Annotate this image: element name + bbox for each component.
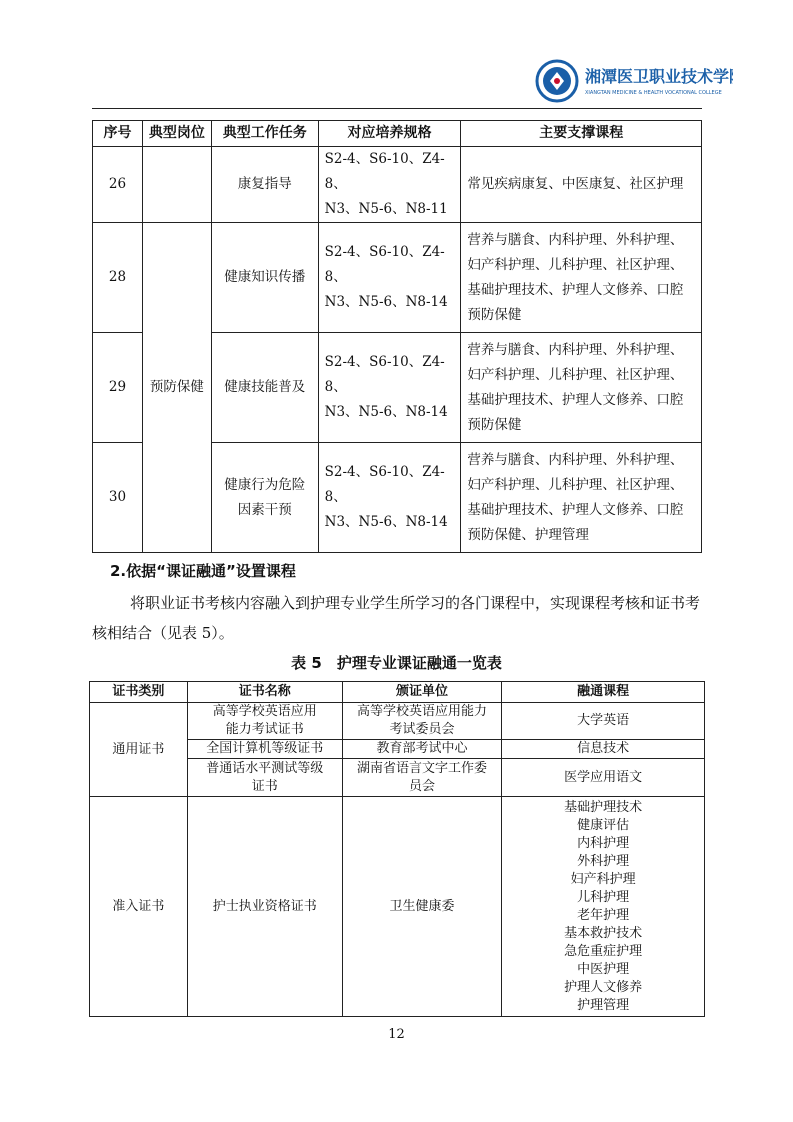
category-cell: 准入证书 (90, 797, 188, 1017)
list-item: 老年护理 (577, 907, 630, 923)
header-task: 典型工作任务 (211, 121, 318, 147)
cert-name-cell: 护士执业资格证书 (187, 797, 342, 1017)
row-task: 康复指导 (211, 147, 318, 223)
table-header-row (93, 121, 702, 147)
cert-name-cell: 全国计算机等级证书 (187, 740, 342, 759)
table-caption: 表 5 护理专业课证融通一览表 (291, 654, 502, 672)
issuer-cell: 卫生健康委 (342, 797, 502, 1017)
issuer-cell: 高等学校英语应用能力 考试委员会 (342, 703, 502, 740)
header-courses: 主要支撑课程 (461, 121, 702, 147)
row-task: 健康行为危险 因素干预 (211, 443, 318, 553)
list-item: 妇产科护理 (570, 871, 636, 887)
cert-name-cell: 高等学校英语应用 能力考试证书 (187, 703, 342, 740)
certificate-table (89, 681, 705, 1017)
table-row (90, 703, 705, 740)
category-cell: 通用证书 (90, 703, 188, 797)
course-list-cell (502, 797, 705, 1017)
row-no: 26 (93, 147, 143, 223)
list-item: 护理人文修养 (564, 979, 643, 995)
list-item: 护理管理 (577, 997, 630, 1013)
logo-en-text: XIANGTAN MEDICINE & HEALTH VOCATIONAL COLLEGE (585, 90, 722, 96)
post-cell-empty (142, 147, 211, 223)
list-item: 健康评估 (577, 817, 630, 833)
row-spec: S2-4、S6-10、Z4-8、 N3、N5-6、N8-11 (318, 147, 461, 223)
row-task: 健康知识传播 (211, 223, 318, 333)
body-paragraph: 将职业证书考核内容融入到护理专业学生所学习的各门课程中，实现课程考核和证书考核相结合（见表 5）。 (92, 594, 701, 642)
row-spec: S2-4、S6-10、Z4-8、 N3、N5-6、N8-14 (318, 333, 461, 443)
list-item: 急危重症护理 (564, 943, 643, 959)
header-issuer: 颁证单位 (342, 682, 502, 703)
table-header-row (90, 682, 705, 703)
header-rule (92, 108, 702, 109)
list-item: 基本救护技术 (564, 925, 643, 941)
issuer-cell: 湖南省语言文字工作委 员会 (342, 759, 502, 797)
row-courses: 营养与膳食、内科护理、外科护理、 妇产科护理、儿科护理、社区护理、 基础护理技术、护理人文修养、口腔 预防保健、护理管理 (461, 443, 702, 553)
course-cell: 大学英语 (502, 703, 705, 740)
table-row (93, 147, 702, 223)
list-item: 中医护理 (577, 961, 630, 977)
row-spec: S2-4、S6-10、Z4-8、 N3、N5-6、N8-14 (318, 223, 461, 333)
header-post: 典型岗位 (142, 121, 211, 147)
header-course: 融通课程 (502, 682, 705, 703)
post-cell: 预防保健 (142, 223, 211, 553)
logo-cn-text: 湘潭医卫职业技术学院 (585, 67, 733, 86)
table-row (90, 797, 705, 1017)
list-item: 外科护理 (577, 853, 630, 869)
header-no: 序号 (93, 121, 143, 147)
course-cell: 信息技术 (502, 740, 705, 759)
list-item: 基础护理技术 (564, 799, 643, 815)
row-spec: S2-4、S6-10、Z4-8、 N3、N5-6、N8-14 (318, 443, 461, 553)
header-category: 证书类别 (90, 682, 188, 703)
row-courses: 营养与膳食、内科护理、外科护理、 妇产科护理、儿科护理、社区护理、 基础护理技术、护理人文修养、口腔 预防保健 (461, 223, 702, 333)
list-item: 内科护理 (577, 835, 630, 851)
header-spec: 对应培养规格 (318, 121, 461, 147)
college-logo (533, 58, 733, 104)
cert-name-cell: 普通话水平测试等级 证书 (187, 759, 342, 797)
section-title: 2.依据“课证融通”设置课程 (110, 562, 296, 580)
row-courses: 常见疾病康复、中医康复、社区护理 (461, 147, 702, 223)
row-no: 28 (93, 223, 143, 333)
row-courses: 营养与膳食、内科护理、外科护理、 妇产科护理、儿科护理、社区护理、 基础护理技术、护理人文修养、口腔 预防保健 (461, 333, 702, 443)
header-cert-name: 证书名称 (187, 682, 342, 703)
row-task: 健康技能普及 (211, 333, 318, 443)
row-no: 30 (93, 443, 143, 553)
issuer-cell: 教育部考试中心 (342, 740, 502, 759)
page-number: 12 (388, 1027, 405, 1042)
training-table (92, 120, 702, 553)
table-row (93, 223, 702, 333)
row-no: 29 (93, 333, 143, 443)
list-item: 儿科护理 (577, 889, 630, 905)
course-cell: 医学应用语文 (502, 759, 705, 797)
